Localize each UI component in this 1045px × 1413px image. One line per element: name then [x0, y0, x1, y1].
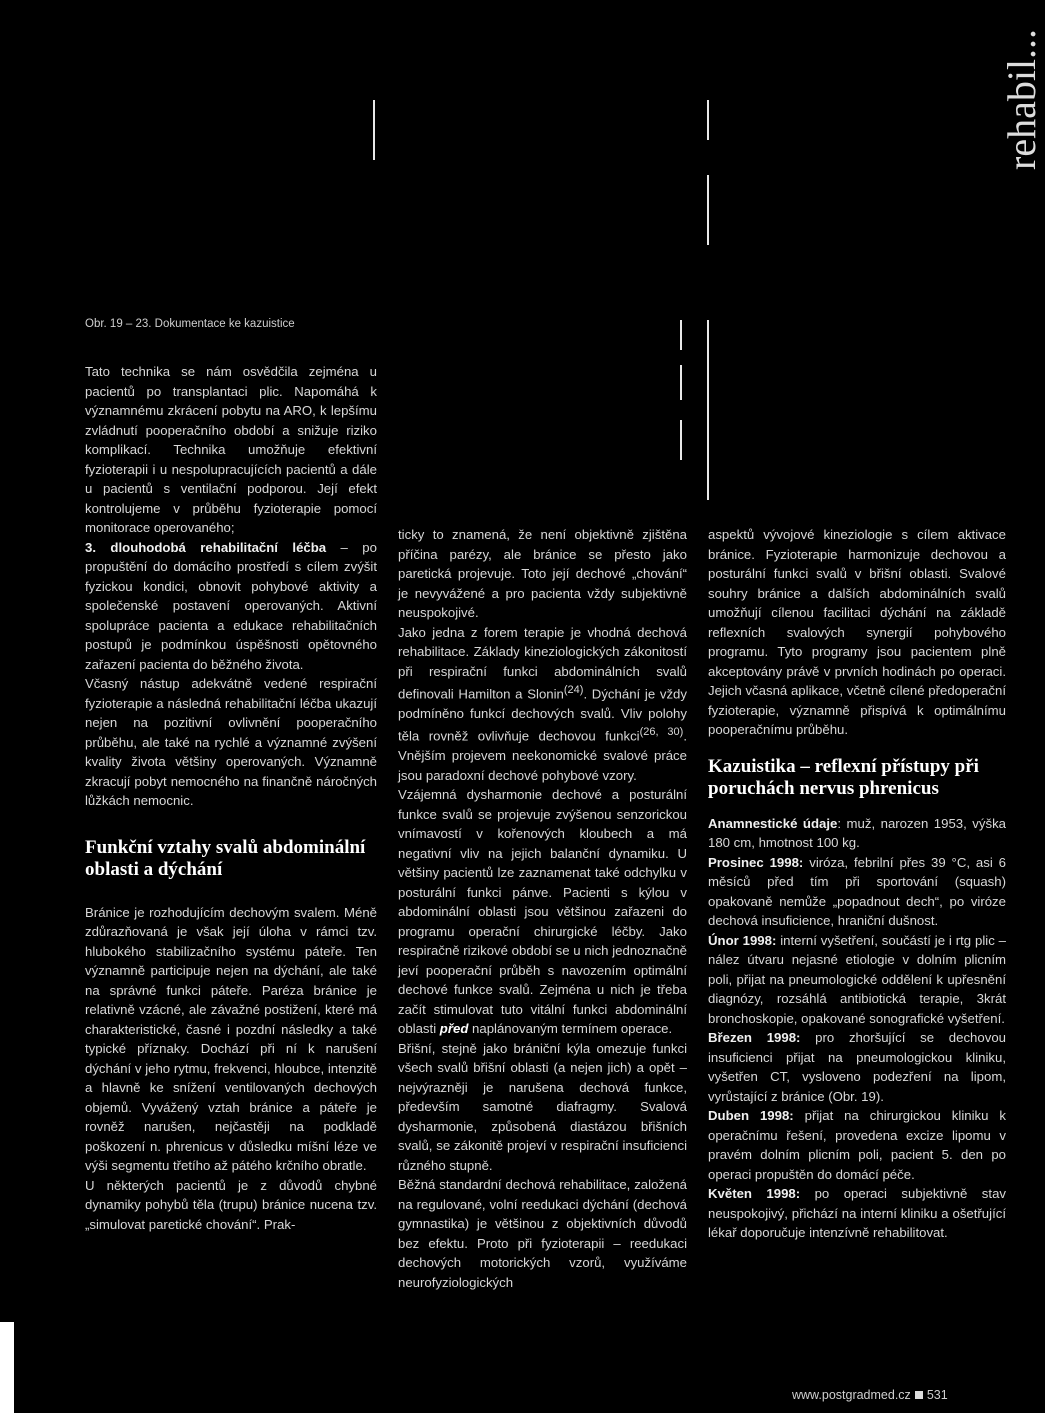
- paragraph-text: po operaci subjektivně stav neuspokojivý, přichází na interní kliniku a ošetřující lékař doporučuje intenzívně rehabilitovat.: [708, 1186, 1006, 1240]
- paragraph: Běžná standardní dechová rehabilitace, založená na regulované, volní reedukaci dýchání (dechová gymnastika) je většinou z objektivních důvodů bez efektu. Proto při fyzioterapii – reedukaci dechových motorických vzorů, využíváme neurofyziologických: [398, 1177, 687, 1290]
- bold-term: Duben 1998:: [708, 1108, 794, 1123]
- paragraph: Břišní, stejně jako brániční kýla omezuje funkci všech svalů břišní oblasti (a nejen jich) a opět – nejvýrazněji je narušena dechová funkce, především samotné diafragmy. Svalová dysharmonie, způsobená diastázou břišních svalů, se zákonitě projeví v respirační insuficienci různého stupně.: [398, 1040, 687, 1173]
- bold-term: Květen 1998:: [708, 1186, 801, 1201]
- paragraph-text: interní vyšetření, součástí je i rtg plic – nález útvaru nejasné etiologie v dolním plicním poli, přijat na pneumologické oddělení k upřesnění diagnózy, rozsáhlá antibiotická terapie, 3krát bronchoskopie, opakované sonografické vyšetření.: [708, 932, 1006, 1026]
- paragraph-text: . Vnějším projevem neekonomické svalové práce jsou paradoxní dechové pohybové vzory.: [398, 728, 687, 783]
- figure-border-line: [707, 100, 709, 140]
- paragraph-text: naplánovaným termínem operace.: [468, 1021, 673, 1037]
- paragraph-text: přijat na chirurgickou kliniku k operačnímu řešení, provedena excize lipomu v pravém dolním plicním poli, pacient 5. den po operaci propuštěn do domácí péče.: [708, 1108, 1006, 1182]
- section-heading: Funkční vztahy svalů abdominální oblasti a dýchání: [85, 836, 366, 880]
- paragraph-text: viróza, febrilní přes 39 °C, asi 6 měsíců před tím při sportování (squash) opakovaně nemůže „popadnout dech“, po viróze dechová insuficience, hraniční dušnost.: [708, 854, 1007, 928]
- column-1: [85, 362, 377, 1234]
- figure-border-line: [707, 175, 709, 245]
- paragraph: ticky to znamená, že není objektivně zjištěna příčina parézy, ale bránice se přesto jako paretická projevuje. Toto její dechové „chování“ je nevyvážené a pro pacienta vždy subjektivně neuspokojivé.: [398, 527, 687, 620]
- figure-border-line: [680, 320, 682, 350]
- column-3: [708, 525, 1006, 1243]
- figure-caption: Obr. 19 – 23. Dokumentace ke kazuistice: [85, 318, 295, 330]
- figure-border-line: [707, 320, 709, 500]
- paragraph-text: : muž, narozen 1953, výška 180 cm, hmotnost 100 kg.: [708, 815, 1007, 850]
- bold-term: Březen 1998:: [708, 1030, 801, 1045]
- figure-border-line: [680, 365, 682, 400]
- emphasis: před: [439, 1021, 469, 1037]
- paragraph-text: . Dýchání je vždy podmíněno funkcí dechových svalů. Vliv polohy těla rovněž ovlivňuje dechovou funkci: [398, 686, 687, 744]
- bold-term: Únor 1998:: [708, 932, 777, 948]
- page-number: 531: [926, 1388, 948, 1402]
- paragraph: [708, 931, 1006, 1029]
- paragraph: aspektů vývojové kineziologie s cílem aktivace bránice. Fyzioterapie harmonizuje dechovou a posturální funkci svalů v břišní oblasti. Svalové souhry bránice a dalších abdominálních svalů umožňují cílenou facilitaci dýchání na základě reflexních svalových synergií pohybového programu. Tyto programy jsou pacientem plně akceptovány právě v prvních hodinách po operaci. Jejich včasná aplikace, včetně cílené předoperační fyzioterapie, významně přispívá k optimálnímu pooperačnímu průběhu.: [708, 527, 1006, 737]
- paragraph: Bránice je rozhodujícím dechovým svalem. Méně zdůrazňovaná je však její úloha v rámci tzv. hlubokého stabilizačního systému páteře. Ten významně participuje nejen na dýchání, ale také na správné funkci páteře. Paréza bránice je relativně vzácné, ale závažné postižení, které má charakteristické, časné i pozdní následky a také typické příznaky. Dochází při ní k narušení dýchání v jeho rytmu, frekvenci, hloubce, intenzitě a hlavně ke snížení ventilovaných dechových objemů. Vyvážený vztah bránice a páteře je rovněž narušen, nejčastěji na podkladě poškození n. phrenicus v důsledku míšní léze ve výši segmentu třetího až pátého krčního obratle.: [85, 904, 377, 1173]
- paragraph: [708, 814, 1006, 853]
- paragraph-text: – po propuštění do domácího prostředí s cílem zvýšit fyzickou kondici, obnovit pohybové aktivity a společenské postavení operovaných. Aktivní spolupráce pacienta a edukace rehabilitačních postupů je podmínkou úspěšnosti opětovného zařazení pacienta do běžného života.: [85, 539, 377, 672]
- figure-border-line: [680, 420, 682, 460]
- paragraph-text: pro zhoršující se dechovou insuficienci přijat na pneumologickou kliniku, vyšetřen CT, vysloveno podezření na lipom, vyrůstající z bránice (Obr. 19).: [708, 1030, 1006, 1104]
- paragraph: U některých pacientů je z důvodů chybné dynamiky pohybů těla (trupu) bránice nucena tzv. „simulovat paretické chování“. Prak-: [85, 1177, 377, 1232]
- citation: (24): [563, 684, 584, 696]
- paragraph: [85, 538, 377, 675]
- bold-term: Prosinec 1998:: [708, 854, 804, 870]
- page-footer: [792, 1388, 948, 1402]
- column-2: [398, 525, 687, 1292]
- running-header: rehabil...: [999, 28, 1044, 170]
- figure-border-line: [373, 100, 375, 160]
- paragraph-text: Jako jedna z forem terapie je vhodná dechová rehabilitace. Základy kineziologických zákonitostí při respirační funkci abdominálních svalů definovali Hamilton a Slonin: [398, 624, 687, 702]
- citation: (26, 30): [639, 726, 684, 739]
- paragraph: [708, 1106, 1006, 1184]
- page-edge-block: [0, 1322, 14, 1413]
- paragraph: [398, 785, 687, 1039]
- paragraph-text: Vzájemná dysharmonie dechové a posturální funkce svalů se projevuje zvýšenou senzorickou vnímavostí v kořenových kloubech a má negativní vliv na jejich balanční dynamiku. U většiny pacientů lze zaznamenat také odchylku v posturální funkci pánve. Pacienti s kýlou v abdominální oblasti jsou většinou zařazeni do programu operační chirurgické léčby. Jako respiračně rizikové období se u nich jednoznačně jeví pooperační průběh s navozením optimální dechové funkce svalů. Zejména u nich je třeba začít stimulovat tuto vitální funkci abdominální oblasti: [398, 787, 687, 1037]
- paragraph: [708, 853, 1006, 931]
- square-bullet-icon: [915, 1391, 923, 1399]
- paragraph: Tato technika se nám osvědčila zejména u pacientů po transplantaci plic. Napomáhá k významnému zkrácení pobytu na ARO, k lepšímu zvládnutí pooperačního období a snižuje riziko komplikací. Technika umožňuje efektivní fyzioterapii i u nespolupracujících pacientů a dále u pacientů s ventilační podporou. Její efekt kontrolujeme v průběhu fyzioterapie pomocí monitorace operovaného;: [85, 364, 377, 535]
- section-heading: Kazuistika – reflexní přístupy při poruchách nervus phrenicus: [708, 755, 979, 799]
- paragraph: [708, 1184, 1006, 1243]
- paragraph: Včasný nástup adekvátně vedené respirační fyzioterapie a následná rehabilitační léčba ukazují nejen na pozitivní ovlivnění pooperačního průběhu, ale také na rychlé a významné zvýšení kvality života většiny operovaných. Významně zkracují pobyt nemocného na finančně náročných lůžkách nemocnic.: [85, 676, 377, 808]
- bold-term: 3. dlouhodobá rehabilitační léčba: [85, 539, 327, 555]
- paragraph: [708, 1028, 1006, 1106]
- footer-url[interactable]: www.postgradmed.cz: [792, 1388, 911, 1402]
- paragraph: [398, 623, 687, 786]
- bold-term: Anamnestické údaje: [708, 815, 838, 831]
